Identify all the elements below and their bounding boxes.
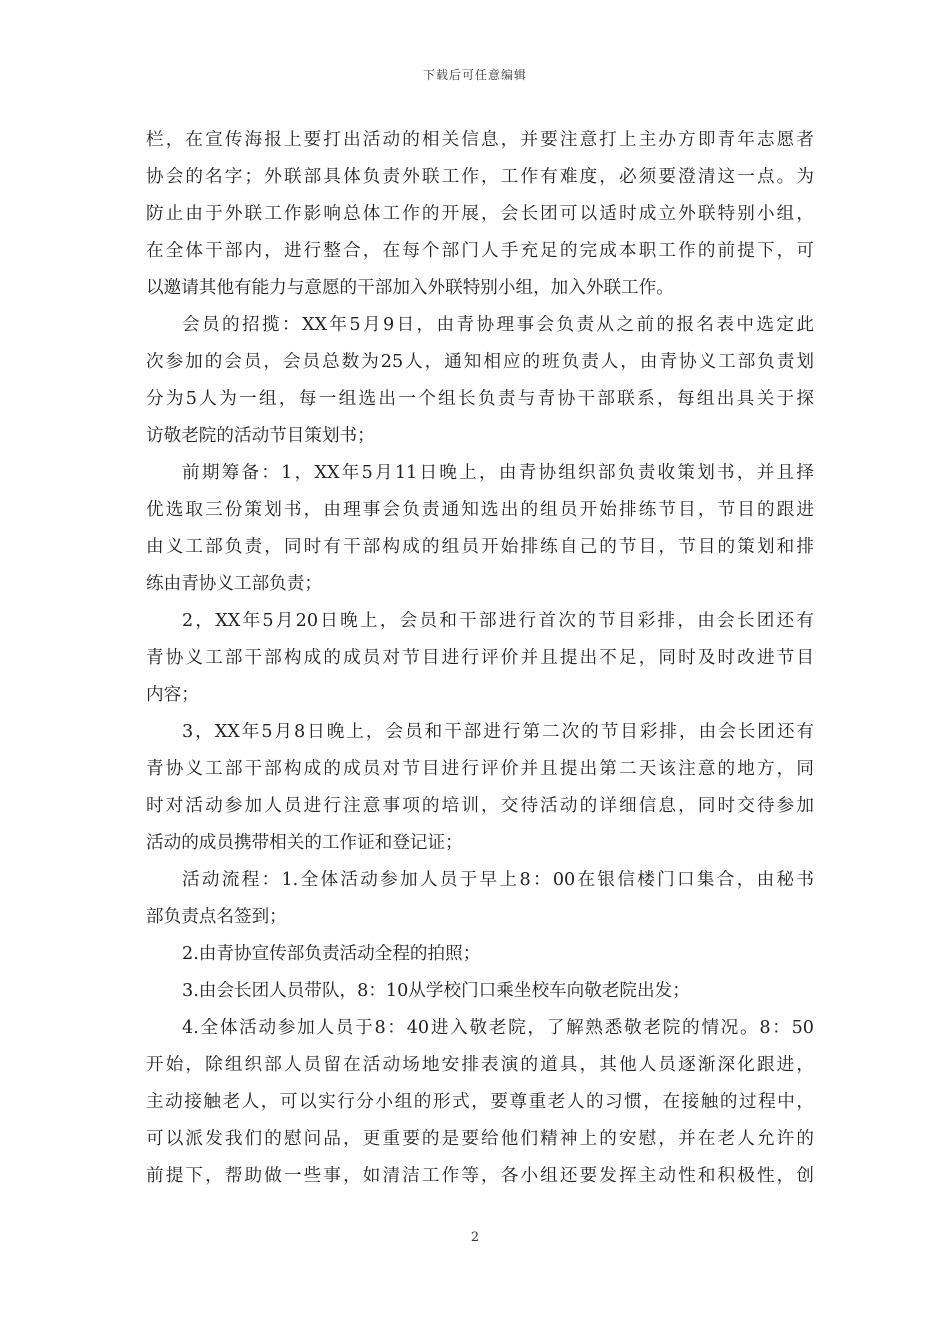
text-line: 时对活动参加人员进行注意事项的培训，交待活动的详细信息，同时交待参加	[146, 796, 814, 816]
text-line: 访敬老院的活动节目策划书；	[146, 426, 375, 446]
text-line: 防止由于外联工作影响总体工作的开展，会长团可以适时成立外联特别小组，	[146, 204, 814, 224]
text-line: 可以派发我们的慰问品，更重要的是要给他们精神上的安慰，并在老人允许的	[146, 1129, 814, 1149]
text-line: 活动的成员携带相关的工作证和登记证；	[146, 833, 463, 853]
text-line: 青协义工部干部构成的成员对节目进行评价并且提出不足，同时及时改进节目	[146, 648, 814, 668]
text-line: 栏，在宣传海报上要打出活动的相关信息，并要注意打上主办方即青年志愿者	[146, 130, 814, 150]
text-line: 以邀请其他有能力与意愿的干部加入外联特别小组，加入外联工作。	[146, 278, 674, 298]
text-line: 由义工部负责，同时有干部构成的组员开始排练自己的节目，节目的策划和排	[146, 537, 814, 557]
text-line: 2，XX年5月20日晚上，会员和干部进行首次的节目彩排，由会长团还有	[182, 611, 814, 631]
text-line: 在全体干部内，进行整合，在每个部门人手充足的完成本职工作的前提下，可	[146, 241, 814, 261]
text-line: 3，XX年5月8日晚上，会员和干部进行第二次的节目彩排，由会长团还有	[182, 722, 814, 742]
text-line: 青协义工部干部构成的成员对节目进行评价并且提出第二天该注意的地方，同	[146, 759, 814, 779]
text-line: 分为5人为一组，每一组选出一个组长负责与青协干部联系，每组出具关于探	[146, 389, 814, 409]
text-line: 优选取三份策划书，由理事会负责通知选出的组员开始排练节目，节目的跟进	[146, 500, 814, 520]
text-line: 前期筹备：1，XX年5月11日晚上，由青协组织部负责收策划书，并且择	[182, 463, 814, 483]
document-body	[146, 122, 814, 1195]
text-line: 开始，除组织部人员留在活动场地安排表演的道具，其他人员逐渐深化跟进，	[146, 1055, 814, 1075]
page-header: 下载后可任意编辑	[422, 68, 527, 82]
text-line: 会员的招揽：XX年5月9日，由青协理事会负责从之前的报名表中选定此	[182, 315, 814, 335]
text-line: 练由青协义工部负责；	[146, 574, 322, 594]
text-line: 内容；	[146, 685, 199, 705]
text-line: 2.由青协宣传部负责活动全程的拍照；	[182, 944, 481, 964]
text-line: 前提下，帮助做一些事，如清洁工作等，各小组还要发挥主动性和积极性，创	[146, 1166, 814, 1186]
text-line: 4.全体活动参加人员于8：40进入敬老院，了解熟悉敬老院的情况。8：50	[182, 1018, 814, 1038]
text-line: 3.由会长团人员带队，8：10从学校门口乘坐校车向敬老院出发；	[182, 981, 690, 1001]
text-line: 主动接触老人，可以实行分小组的形式，要尊重老人的习惯，在接触的过程中，	[146, 1092, 814, 1112]
page-number: 2	[470, 1230, 480, 1245]
text-line: 协会的名字；外联部具体负责外联工作，工作有难度，必须要澄清这一点。为	[146, 167, 814, 187]
text-line: 部负责点名签到；	[146, 907, 287, 927]
text-line: 活动流程：1.全体活动参加人员于早上8：00在银信楼门口集合，由秘书	[182, 870, 814, 890]
text-line: 次参加的会员，会员总数为25人，通知相应的班负责人，由青协义工部负责划	[146, 352, 814, 372]
